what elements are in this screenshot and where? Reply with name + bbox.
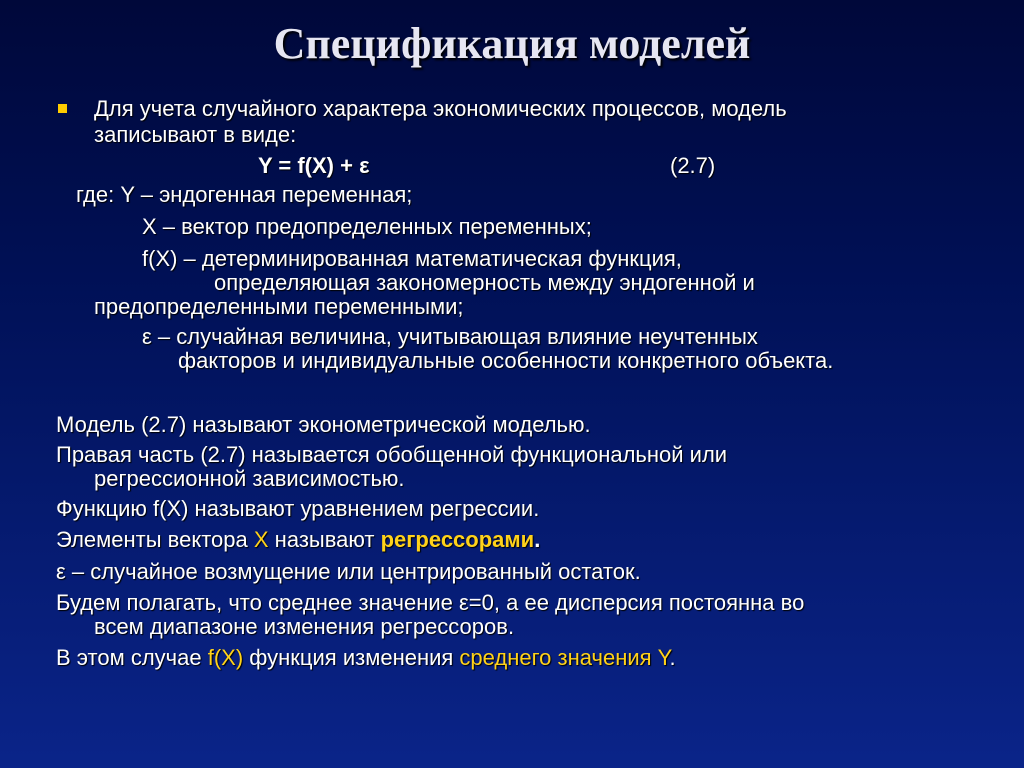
statement-regressors-period: .	[534, 527, 541, 552]
definition-fx-line-2: определяющая закономерность между эндогенной и	[214, 270, 755, 295]
intro-line-1: Для учета случайного характера экономических процессов, модель	[94, 96, 787, 121]
statement-regressors-text-1: Элементы вектора	[56, 527, 254, 552]
statement-mean-zero-line-2: всем диапазоне изменения регрессоров.	[94, 614, 515, 639]
statement-mean-value	[56, 645, 676, 671]
bullet-square-icon	[58, 104, 67, 113]
statement-mean-value-text-1: В этом случае	[56, 645, 208, 670]
highlight-fx: f(X)	[207, 645, 244, 670]
statement-mean-value-period: .	[669, 645, 676, 670]
statement-random-disturbance: ε – случайное возмущение или центрированный остаток.	[56, 559, 641, 584]
definition-fx-line-3: предопределенными переменными;	[94, 294, 464, 319]
statement-right-part-line-1: Правая часть (2.7) называется обобщенной функциональной или	[56, 442, 728, 467]
definition-x: X – вектор предопределенных переменных;	[142, 214, 592, 239]
statement-regression-equation: Функцию f(X) называют уравнением регрессии.	[56, 496, 540, 521]
formula-number: (2.7)	[670, 153, 716, 178]
definition-eps-line-2: факторов и индивидуальные особенности конкретного объекта.	[178, 348, 834, 373]
definition-fx-line-1: f(X) – детерминированная математическая функция,	[142, 246, 682, 271]
statement-mean-value-text-2: функция изменения	[243, 645, 460, 670]
statement-regressors	[56, 527, 540, 553]
slide-title: Спецификация моделей	[273, 19, 751, 68]
formula-expression: Y = f(X) + ε	[258, 153, 370, 178]
highlight-vector-x: X	[253, 527, 269, 552]
definition-eps-line-1: ε – случайная величина, учитывающая влияние неучтенных	[142, 324, 758, 349]
statement-regressors-text-2: называют	[268, 527, 381, 552]
statement-right-part-line-2: регрессионной зависимостью.	[94, 466, 405, 491]
highlight-mean-value-y: среднего значения Y	[459, 645, 670, 670]
statement-econometric-model: Модель (2.7) называют эконометрической моделью.	[56, 412, 591, 437]
intro-line-2: записывают в виде:	[94, 122, 297, 147]
statement-mean-zero-line-1: Будем полагать, что среднее значение ε=0, а ее дисперсия постоянна во	[56, 590, 805, 615]
highlight-regressors-term: регрессорами	[380, 527, 535, 552]
definition-y: где: Y – эндогенная переменная;	[76, 182, 413, 207]
